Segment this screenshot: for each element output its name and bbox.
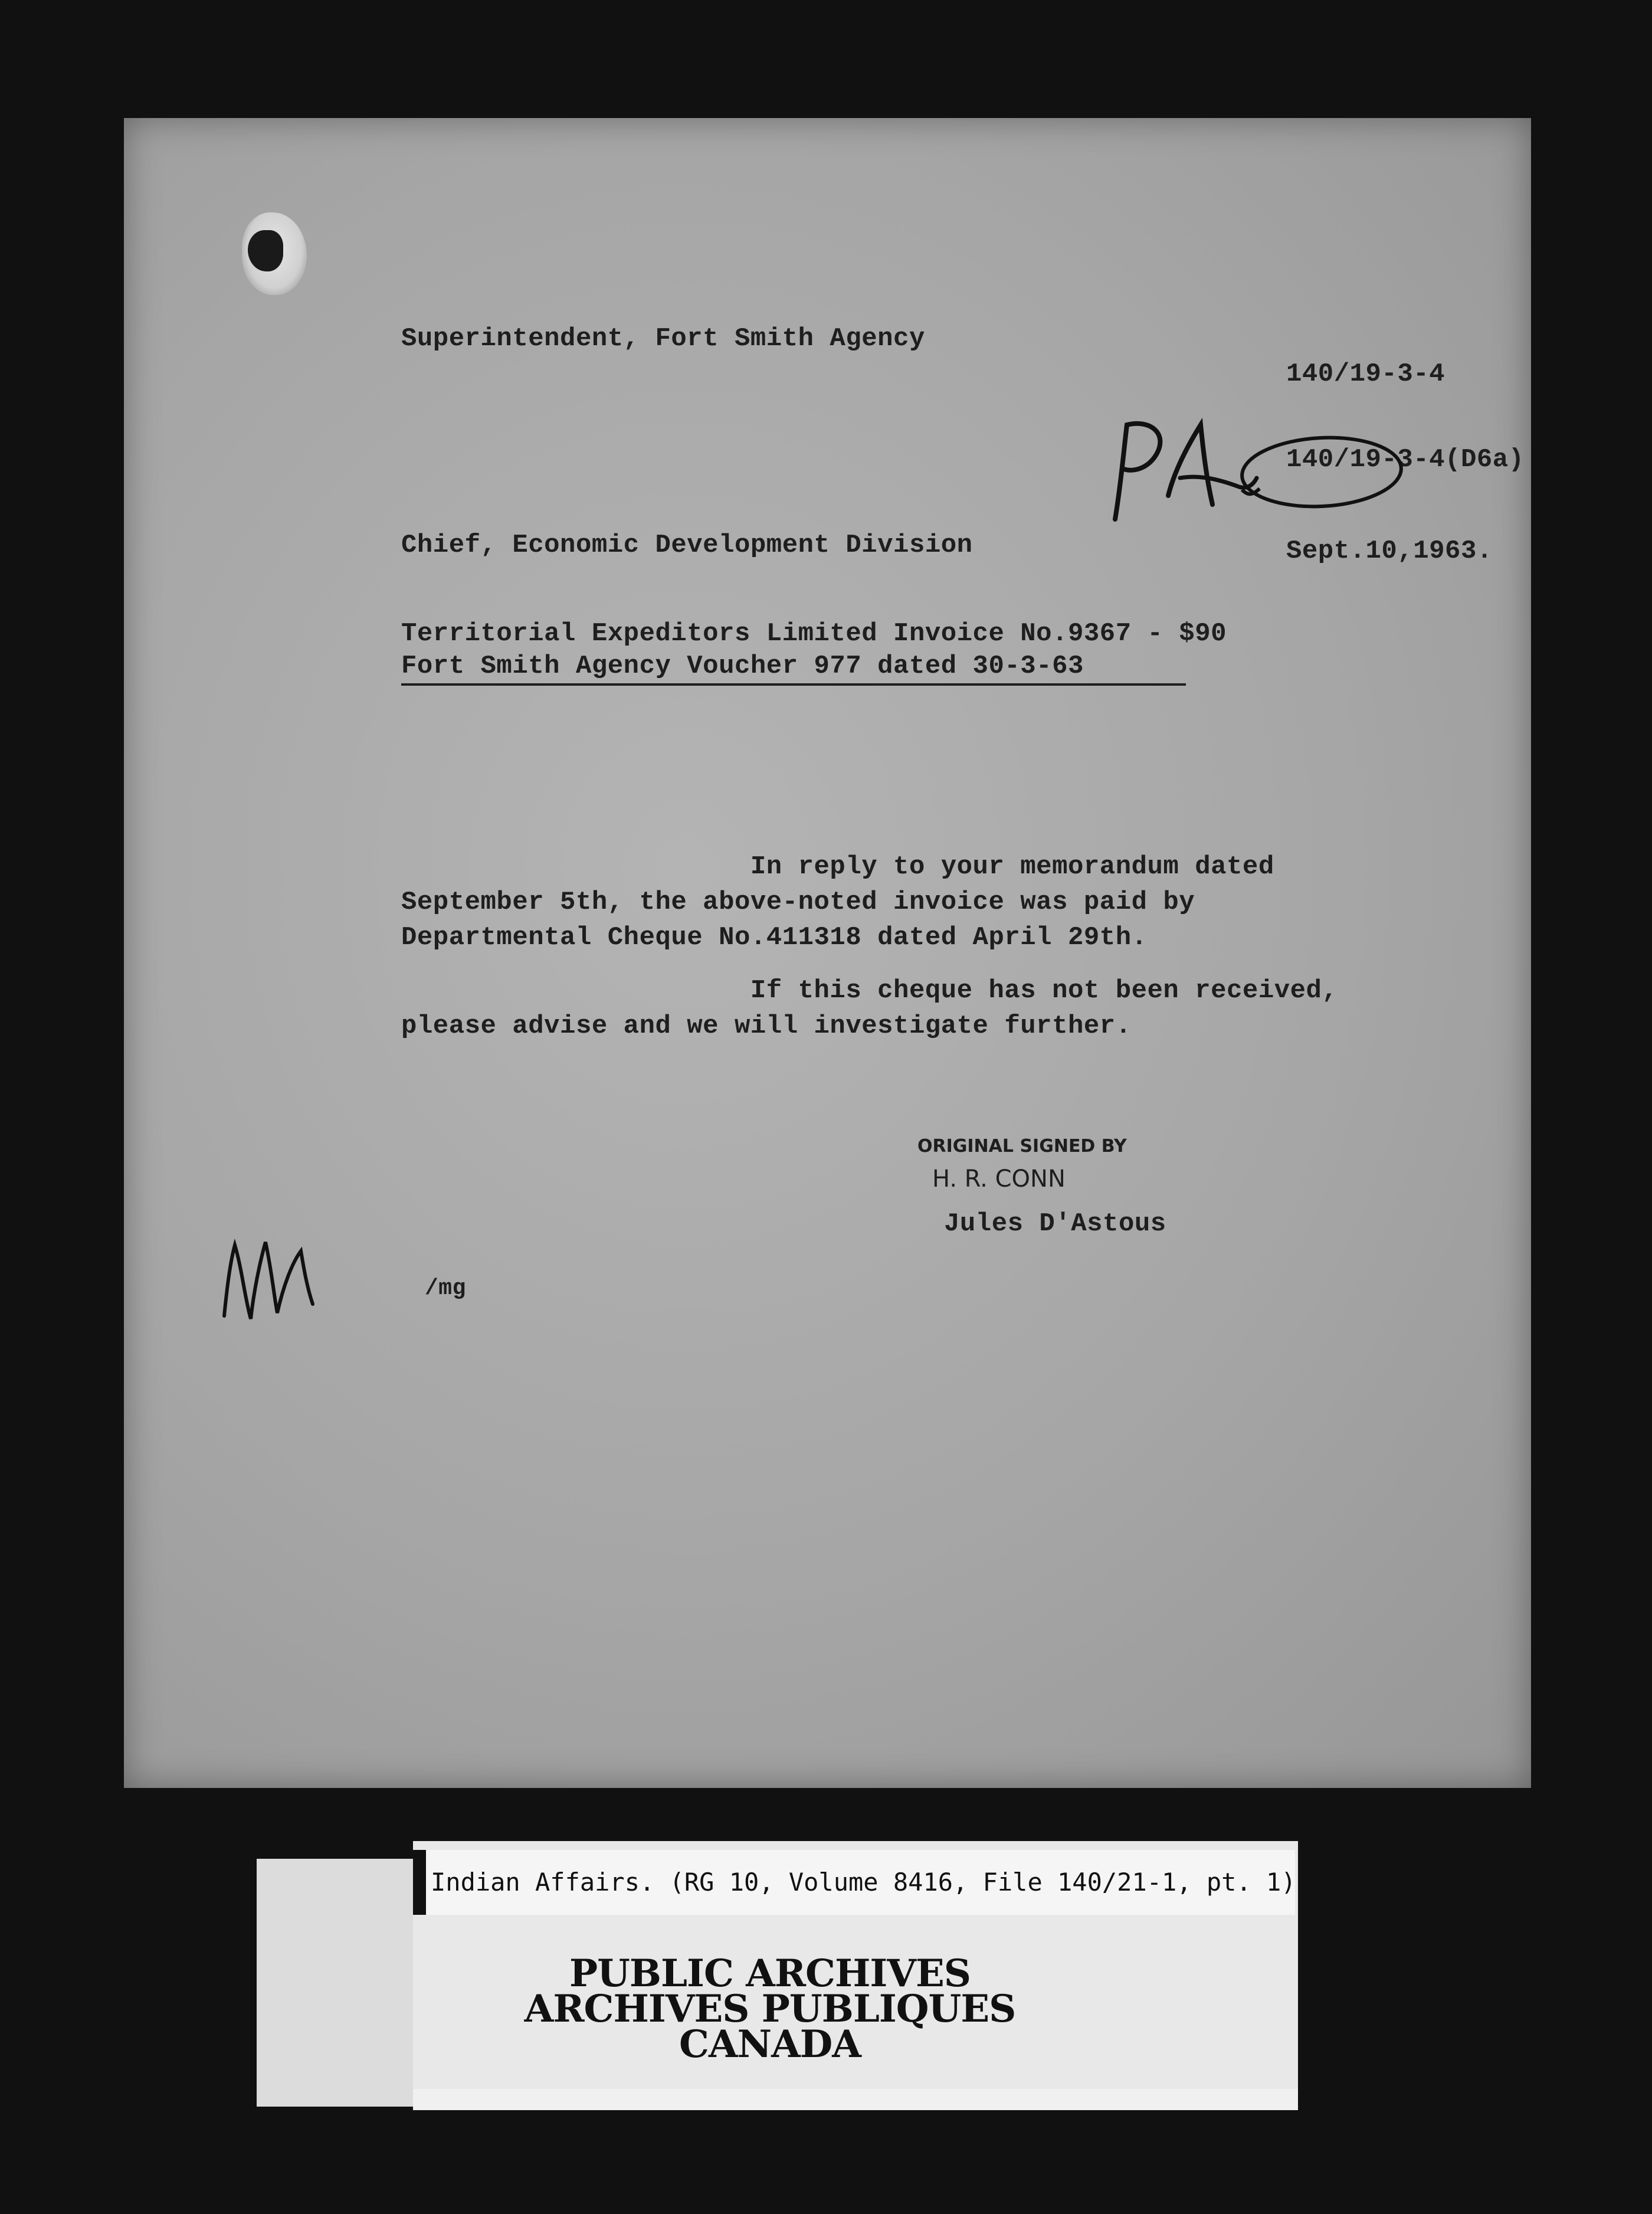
archive-title-country: CANADA [679,2022,861,2066]
paragraph-1-line-2: September 5th, the above-noted invoice was paid by [401,887,1195,917]
paragraph-1-line-3: Departmental Cheque No.411318 dated April 29th. [401,923,1148,952]
memo-recipient: Superintendent, Fort Smith Agency [401,324,925,353]
paragraph-2-line-2: please advise and we will investigate further. [401,1011,1132,1041]
signature-stamp-line-2: H. R. CONN [932,1165,1066,1193]
archive-label-strip [413,2089,1298,2110]
archive-title-french: ARCHIVES PUBLIQUES [524,1987,1016,2031]
handwritten-margin-initials [218,1216,324,1334]
handwritten-circle [1233,428,1422,516]
file-reference-2: 140/19-3-4(D6a) [1286,445,1525,474]
subject-line-1: Territorial Expeditors Limited Invoice No.9367 - $90 [401,619,1227,649]
signature-stamp-line-1: ORIGINAL SIGNED BY [917,1136,1127,1157]
memo-sender: Chief, Economic Development Division [401,530,973,560]
memo-date: Sept.10,1963. [1286,536,1493,566]
file-reference-1: 140/19-3-4 [1286,359,1446,389]
paragraph-1-line-1: In reply to your memorandum dated [401,852,1274,882]
paragraph-2-line-1: If this cheque has not been received, [401,976,1338,1006]
subject-line-2: Fort Smith Agency Voucher 977 dated 30-3-63 [401,649,1186,686]
signatory-name: Jules D'Astous [944,1209,1166,1239]
typist-initials: /mg [425,1276,466,1301]
punched-hole-shadow [248,230,283,271]
archive-title-english: PUBLIC ARCHIVES [569,1951,971,1996]
archive-reference-text: Indian Affairs. (RG 10, Volume 8416, File 140/21-1, pt. 1) [431,1868,1296,1897]
